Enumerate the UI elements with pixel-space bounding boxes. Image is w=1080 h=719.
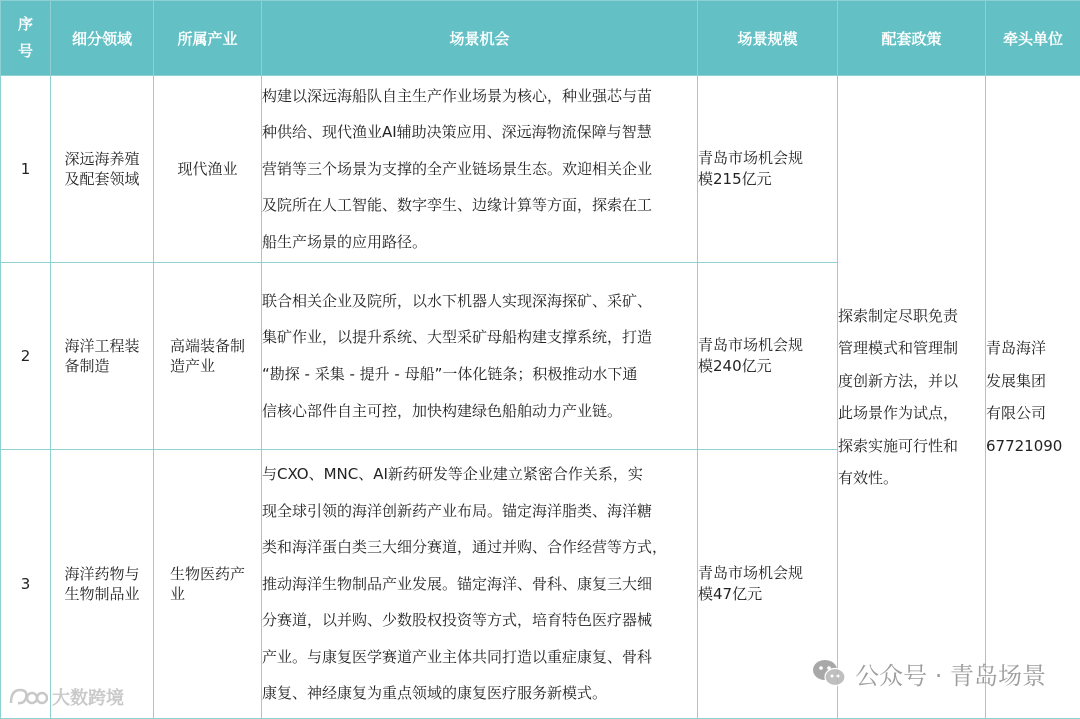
row-scale (698, 263, 838, 450)
scene-line: 种供给、现代渔业AI辅助决策应用、深远海物流保障与智慧 (262, 123, 652, 141)
industry-line: 高端装备制 (170, 337, 245, 355)
table-row (1, 76, 1080, 263)
policy-line: 此场景作为试点， (838, 404, 958, 422)
scene-line: 构建以深远海船队自主生产作业场景为核心，种业强芯与苗 (262, 87, 652, 105)
row-field (51, 263, 154, 450)
scene-line: 类和海洋蛋白类三大细分赛道，通过并购、合作经营等方式， (262, 538, 667, 556)
scale-line: 模240亿元 (698, 357, 772, 375)
scene-line: 营销等三个场景为支撑的全产业链场景生态。欢迎相关企业 (262, 160, 652, 178)
scale-line: 模215亿元 (698, 170, 772, 188)
policy-line: 探索制定尽职免责 (838, 307, 958, 325)
scene-line: 现全球引领的海洋创新药产业布局。锚定海洋脂类、海洋糖 (262, 502, 652, 520)
wechat-watermark-text: 公众号 · 青岛场景 (855, 656, 1046, 691)
wechat-icon (811, 658, 847, 688)
lead-line: 有限公司 (986, 404, 1046, 422)
row-field (51, 450, 154, 719)
scene-line: 信核心部件自主可控，加快构建绿色船舶动力产业链。 (262, 402, 622, 420)
field-line: 备制造 (64, 357, 109, 375)
header-policy: 配套政策 (838, 1, 986, 76)
policy-line: 有效性。 (838, 469, 898, 487)
row-field (51, 76, 154, 263)
lead-cell (986, 76, 1080, 719)
industry-line: 生物医药产 (170, 565, 245, 583)
row-scene (262, 263, 698, 450)
field-line: 海洋工程装 (64, 337, 139, 355)
scale-line: 青岛市场机会规 (698, 336, 803, 354)
row-industry (154, 450, 262, 719)
header-industry: 所属产业 (154, 1, 262, 76)
row-industry (154, 263, 262, 450)
lead-line: 发展集团 (986, 372, 1046, 390)
scene-line: 推动海洋生物制品产业发展。锚定海洋、骨科、康复三大细 (262, 575, 652, 593)
row-scale (698, 76, 838, 263)
policy-line: 度创新方法，并以 (838, 372, 958, 390)
scene-line: 与CXO、MNC、AI新药研发等企业建立紧密合作关系，实 (262, 465, 643, 483)
logo-icon (8, 686, 48, 708)
scale-line: 青岛市场机会规 (698, 564, 803, 582)
header-no-line: 号 (18, 42, 33, 60)
header-scale: 场景规模 (698, 1, 838, 76)
industry-line: 业 (170, 585, 185, 603)
policy-cell (838, 76, 986, 719)
scene-line: 产业。与康复医学赛道产业主体共同打造以重症康复、骨科 (262, 648, 652, 666)
scene-line: 分赛道，以并购、少数股权投资等方式，培育特色医疗器械 (262, 611, 652, 629)
field-line: 及配套领域 (64, 170, 139, 188)
header-field: 细分领域 (51, 1, 154, 76)
logo-watermark (8, 685, 124, 709)
header-no (1, 1, 51, 76)
field-line: 海洋药物与 (64, 565, 139, 583)
row-scene (262, 76, 698, 263)
lead-phone: 67721090 (986, 437, 1062, 455)
header-lead: 牵头单位 (986, 1, 1080, 76)
industry-line: 造产业 (170, 357, 215, 375)
row-industry (154, 76, 262, 263)
lead-line: 青岛海洋 (986, 339, 1046, 357)
scene-line: 康复、神经康复为重点领域的康复医疗服务新模式。 (262, 684, 607, 702)
scene-line: “勘探 - 采集 - 提升 - 母船”一体化链条；积极推动水下通 (262, 365, 637, 383)
field-line: 深远海养殖 (64, 150, 139, 168)
scale-line: 模47亿元 (698, 585, 762, 603)
table-header-row (1, 1, 1080, 76)
scale-line: 青岛市场机会规 (698, 149, 803, 167)
logo-watermark-text: 大数跨境 (52, 684, 124, 710)
row-no: 2 (1, 263, 51, 450)
row-no: 1 (1, 76, 51, 263)
scene-line: 集矿作业，以提升系统、大型采矿母船构建支撑系统，打造 (262, 328, 652, 346)
header-scene: 场景机会 (262, 1, 698, 76)
wechat-watermark (811, 657, 1046, 689)
row-no: 3 (1, 450, 51, 719)
scene-line: 联合相关企业及院所，以水下机器人实现深海探矿、采矿、 (262, 292, 652, 310)
industry-line: 现代渔业 (177, 160, 237, 178)
scene-line: 及院所在人工智能、数字孪生、边缘计算等方面，探索在工 (262, 196, 652, 214)
policy-line: 探索实施可行性和 (838, 437, 958, 455)
header-no-line: 序 (18, 15, 33, 33)
row-scene (262, 450, 698, 719)
field-line: 生物制品业 (64, 585, 139, 603)
scene-line: 船生产场景的应用路径。 (262, 233, 427, 251)
policy-line: 管理模式和管理制 (838, 339, 958, 357)
